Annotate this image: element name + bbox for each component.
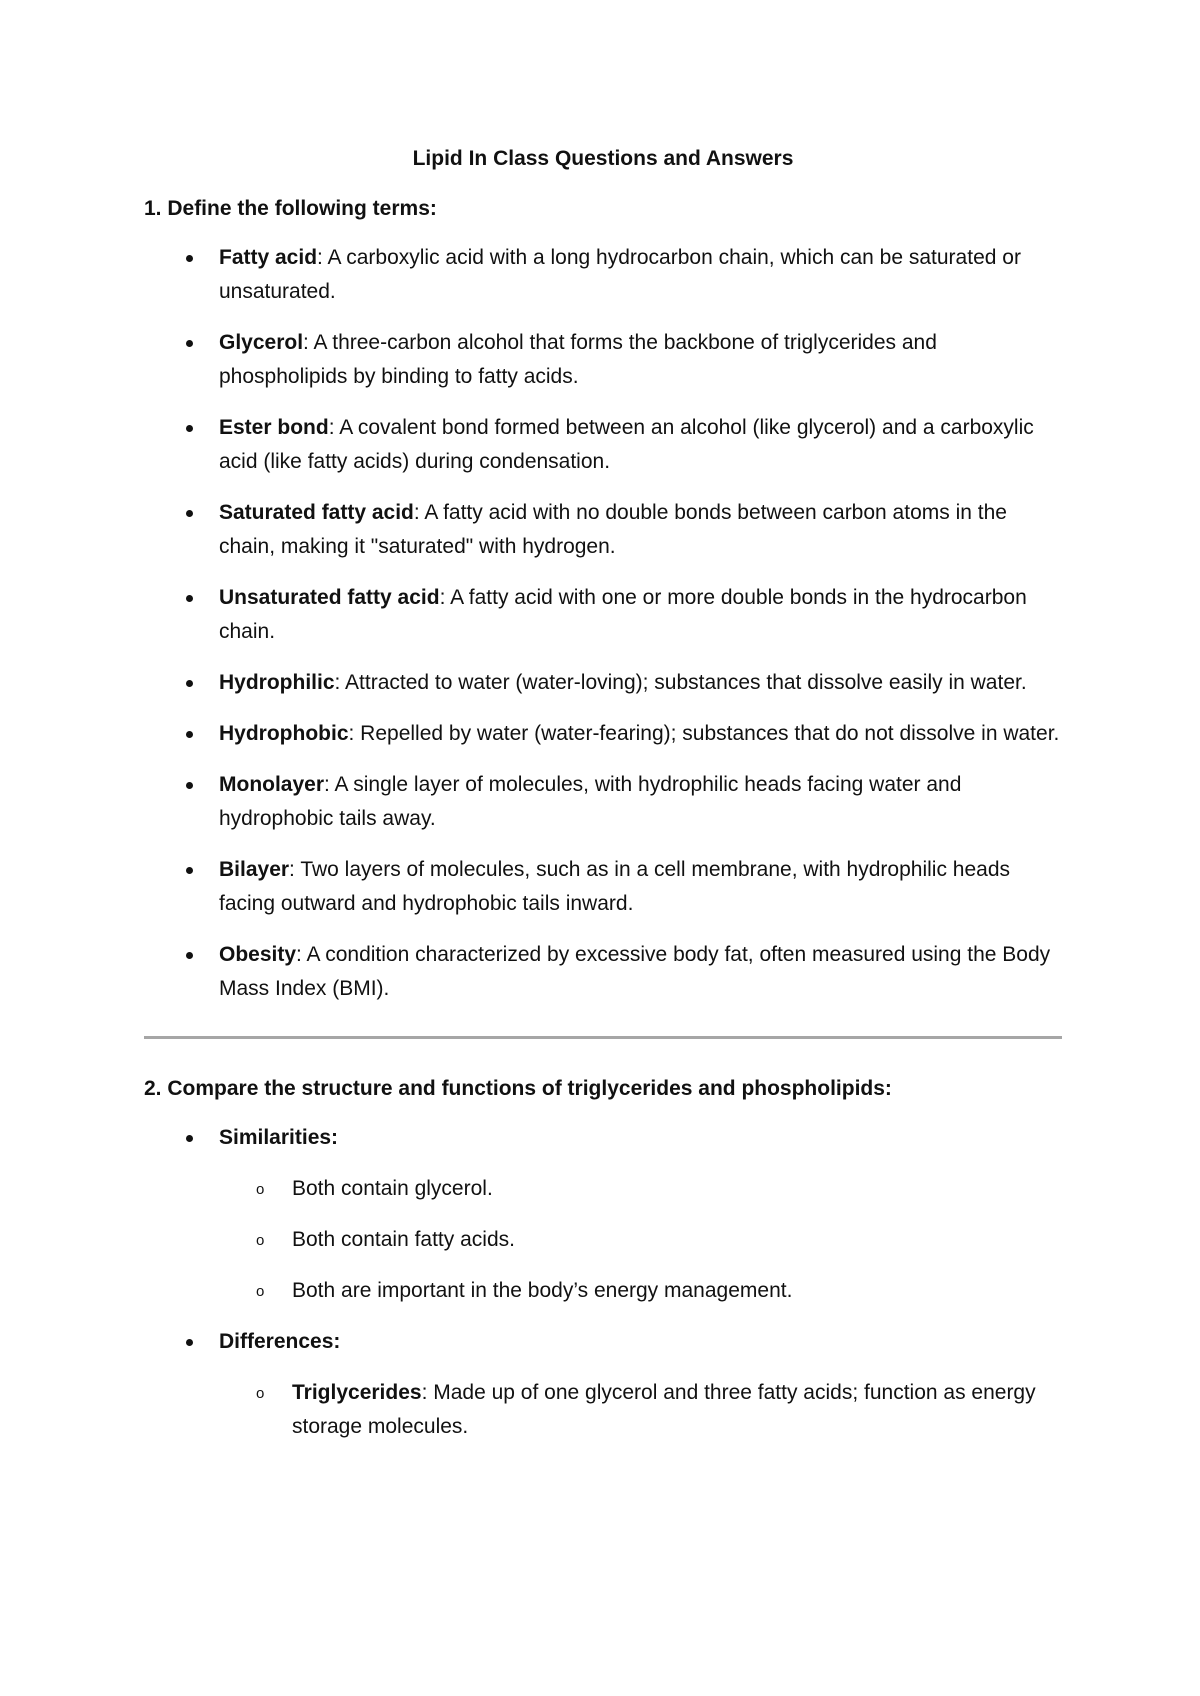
differences-item — [144, 1325, 1062, 1444]
term-label: Ester bond — [219, 416, 329, 439]
differences-label: Differences: — [219, 1330, 341, 1353]
term-label: Triglycerides — [292, 1381, 422, 1404]
term-label: Fatty acid — [219, 246, 318, 269]
term-label: Bilayer — [219, 858, 290, 881]
definitions-list — [144, 241, 1062, 1006]
term-definition: : A carboxylic acid with a long hydrocarbon chain, which can be saturated or unsaturated. — [219, 246, 1021, 303]
term-definition: : A covalent bond formed between an alcohol (like glycerol) and a carboxylic acid (like fatty acids) during condensation. — [219, 416, 1034, 473]
term-label: Glycerol — [219, 331, 304, 354]
comparison-list — [144, 1121, 1062, 1444]
section-2-heading: 2. Compare the structure and functions of triglycerides and phospholipids: — [144, 1077, 892, 1100]
list-item — [144, 768, 1062, 836]
similarities-sublist — [219, 1172, 1062, 1308]
term-definition: : A fatty acid with no double bonds between carbon atoms in the chain, making it "saturated" with hydrogen. — [219, 501, 1007, 558]
term-definition: : A three-carbon alcohol that forms the backbone of triglycerides and phospholipids by binding to fatty acids. — [219, 331, 937, 388]
list-item — [144, 666, 1062, 700]
sub-list-item — [219, 1376, 1062, 1444]
sub-list-item: o Both contain glycerol. — [219, 1172, 1062, 1206]
list-item — [144, 241, 1062, 309]
term-definition: : Two layers of molecules, such as in a cell membrane, with hydrophilic heads facing outward and hydrophobic tails inward. — [219, 858, 1010, 915]
term-label: Monolayer — [219, 773, 325, 796]
list-item — [144, 326, 1062, 394]
term-definition: : A single layer of molecules, with hydrophilic heads facing water and hydrophobic tails away. — [219, 773, 962, 830]
term-definition: : Repelled by water (water-fearing); substances that do not dissolve in water. — [348, 722, 1060, 745]
list-item — [144, 938, 1062, 1006]
term-label: Obesity — [219, 943, 297, 966]
list-item — [144, 496, 1062, 564]
section-1-heading: 1. Define the following terms: — [144, 197, 437, 220]
term-label: Saturated fatty acid — [219, 501, 414, 524]
sub-list-item: o Both contain fatty acids. — [219, 1223, 1062, 1257]
differences-sublist — [219, 1376, 1062, 1444]
term-label: Hydrophilic — [219, 671, 335, 694]
term-definition: : A fatty acid with one or more double bonds in the hydrocarbon chain. — [219, 586, 1027, 643]
term-definition: : Attracted to water (water-loving); substances that dissolve easily in water. — [334, 671, 1027, 694]
term-definition: : A condition characterized by excessive body fat, often measured using the Body Mass Index (BMI). — [219, 943, 1051, 1000]
list-item — [144, 717, 1062, 751]
list-item — [144, 411, 1062, 479]
horizontal-divider — [144, 1036, 1062, 1039]
sub-list-item: o Both are important in the body’s energy management. — [219, 1274, 1062, 1308]
term-label: Unsaturated fatty acid — [219, 586, 440, 609]
document-title: Lipid In Class Questions and Answers — [412, 147, 794, 170]
term-label: Hydrophobic — [219, 722, 349, 745]
term-definition: : Made up of one glycerol and three fatty acids; function as energy storage molecules. — [292, 1381, 1036, 1438]
similarities-label: Similarities: — [219, 1126, 339, 1149]
similarities-item — [144, 1121, 1062, 1308]
list-item — [144, 853, 1062, 921]
list-item — [144, 581, 1062, 649]
